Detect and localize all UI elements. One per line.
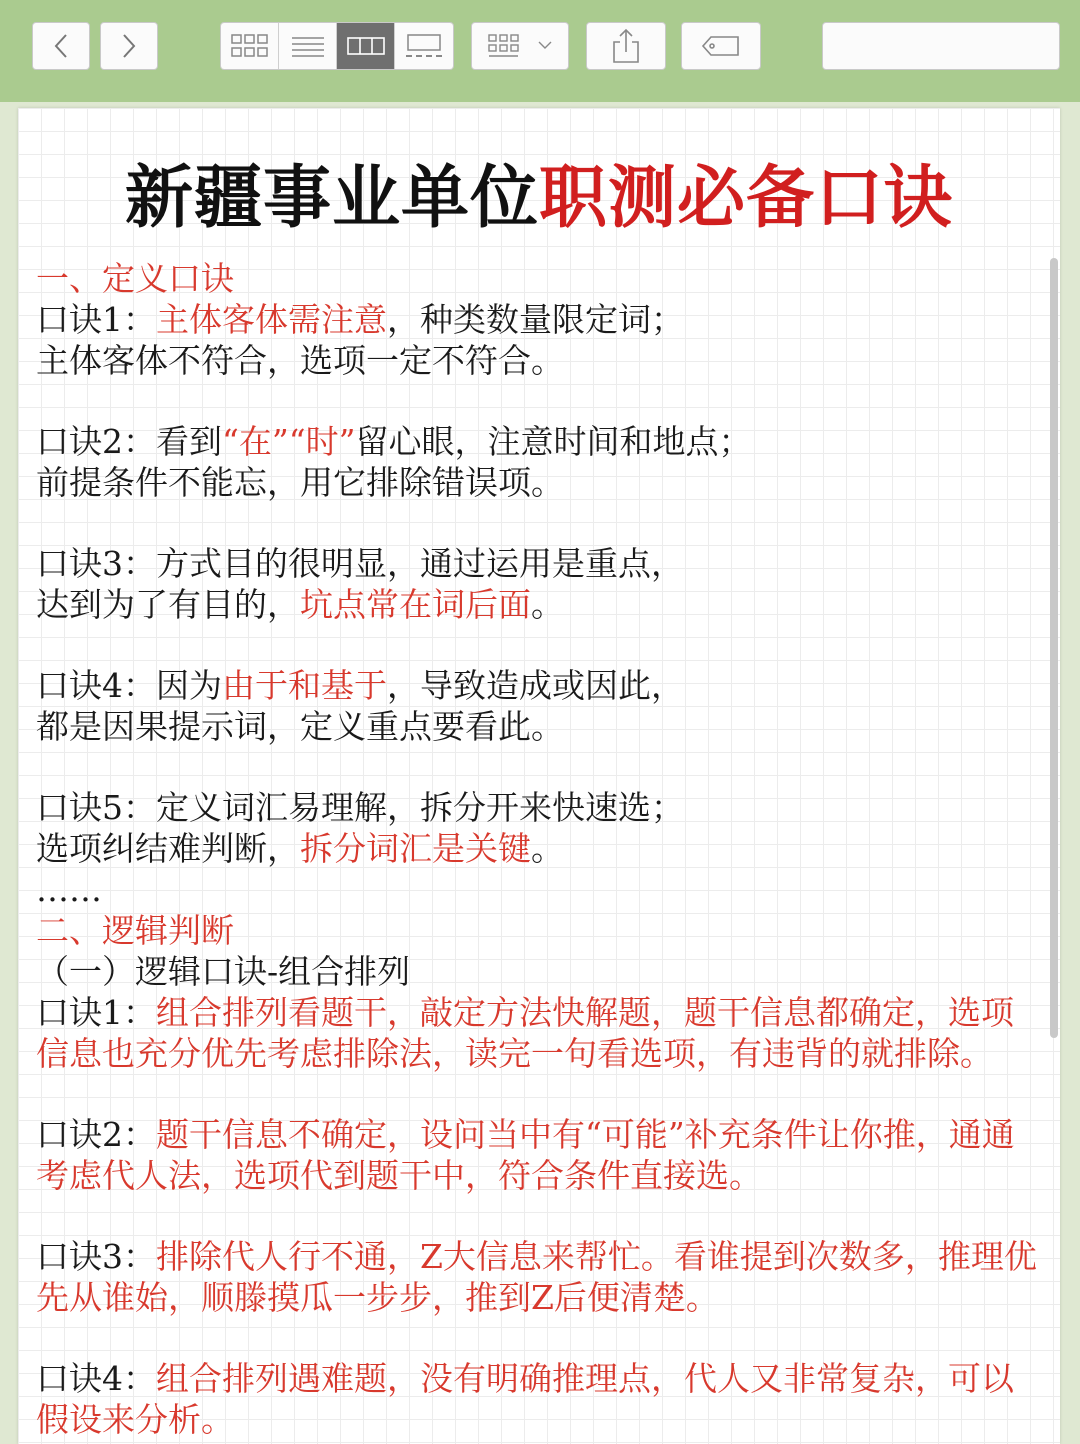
section1-heading: 一、定义口诀: [36, 259, 234, 298]
s1-k3-line1: 口诀3：方式目的很明显，通过运用是重点，: [36, 544, 684, 583]
tag-icon: [701, 34, 741, 58]
title-red: 职测必备口诀: [539, 158, 954, 238]
highlight: 排除代人行不通，Z大信息来帮忙。看谁提到次数多，推理优先从谁始，顺滕摸瓜一步步，推到Z后便清楚。: [36, 1237, 1037, 1317]
section2-heading: 二、逻辑判断: [36, 911, 234, 950]
text: 口诀2：看到: [36, 422, 222, 461]
view-grid-button[interactable]: [221, 23, 279, 69]
back-button[interactable]: [32, 22, 90, 70]
text: 。: [531, 829, 564, 868]
search-field[interactable]: [822, 22, 1060, 70]
highlight: 拆分词汇是关键: [300, 829, 531, 868]
highlight: 坑点常在词后面: [300, 585, 531, 624]
text: 留心眼，注意时间和地点；: [355, 422, 752, 461]
view-mode-segmented-control: [220, 22, 454, 70]
s2-k3: [36, 1236, 1046, 1318]
column-view-icon: [346, 35, 386, 57]
group-by-icon: [485, 33, 555, 59]
chevron-right-icon: [119, 31, 139, 61]
s1-k1-line2: 主体客体不符合，选项一定不符合。: [36, 341, 564, 380]
s2-k2: [36, 1114, 1046, 1196]
s1-k3-line2: [36, 584, 1046, 625]
label: 口诀1：: [36, 300, 156, 339]
highlight: 由于和基于: [222, 666, 387, 705]
view-list-button[interactable]: [279, 23, 337, 69]
list-view-icon: [290, 35, 326, 57]
text: 达到为了有目的，: [36, 585, 300, 624]
view-gallery-button[interactable]: [395, 23, 453, 69]
note-content: [36, 258, 1046, 1440]
text: 。: [531, 585, 564, 624]
s2-k1: [36, 992, 1046, 1074]
title-black: 新疆事业单位: [124, 158, 539, 238]
forward-button[interactable]: [100, 22, 158, 70]
toolbar: [0, 0, 1080, 102]
scrollbar[interactable]: [1050, 258, 1058, 1038]
label: 口诀1：: [36, 993, 156, 1032]
s1-k2-line2: 前提条件不能忘，用它排除错误项。: [36, 463, 564, 502]
text: ，导致造成或因此，: [387, 666, 684, 705]
s1-k2-line1: [36, 421, 1046, 462]
highlight: 组合排列看题干，敲定方法快解题，题干信息都确定，选项信息也充分优先考虑排除法，读完一句看选项，有违背的就排除。: [36, 993, 1014, 1073]
gallery-view-icon: [404, 33, 444, 59]
highlight: 组合排列遇难题，没有明确推理点，代人又非常复杂，可以假设来分析。: [36, 1359, 1014, 1439]
label: 口诀4：: [36, 1359, 156, 1398]
tag-button[interactable]: [681, 22, 761, 70]
s1-k5-line2: [36, 828, 1046, 869]
view-column-button[interactable]: [337, 23, 395, 69]
note-page: [18, 108, 1060, 1444]
highlight: 主体客体需注意: [156, 300, 387, 339]
chevron-left-icon: [51, 31, 71, 61]
page-title: [18, 144, 1060, 241]
grid-view-icon: [230, 33, 270, 59]
s1-k4-line2: 都是因果提示词，定义重点要看此。: [36, 707, 564, 746]
text: ，种类数量限定词；: [387, 300, 684, 339]
s2-k4: [36, 1358, 1046, 1440]
label: 口诀3：: [36, 1237, 156, 1276]
label: 口诀2：: [36, 1115, 156, 1154]
highlight: 题干信息不确定，设问当中有“可能”补充条件让你推，通通考虑代人法，选项代到题干中，符合条件直接选。: [36, 1115, 1015, 1195]
group-by-button[interactable]: [471, 22, 569, 70]
s1-k1-line1: [36, 299, 1046, 340]
search-input[interactable]: [833, 27, 1069, 65]
sub-heading: （一）逻辑口诀-组合排列: [36, 952, 411, 991]
ellipsis: ……: [36, 870, 102, 909]
text: 口诀4：因为: [36, 666, 222, 705]
highlight: “在”: [222, 422, 289, 461]
s1-k5-line1: 口诀5：定义词汇易理解，拆分开来快速选；: [36, 788, 684, 827]
share-button[interactable]: [586, 22, 666, 70]
share-icon: [611, 28, 641, 64]
s1-k4-line1: [36, 665, 1046, 706]
text: 选项纠结难判断，: [36, 829, 300, 868]
highlight: “时”: [288, 422, 356, 461]
